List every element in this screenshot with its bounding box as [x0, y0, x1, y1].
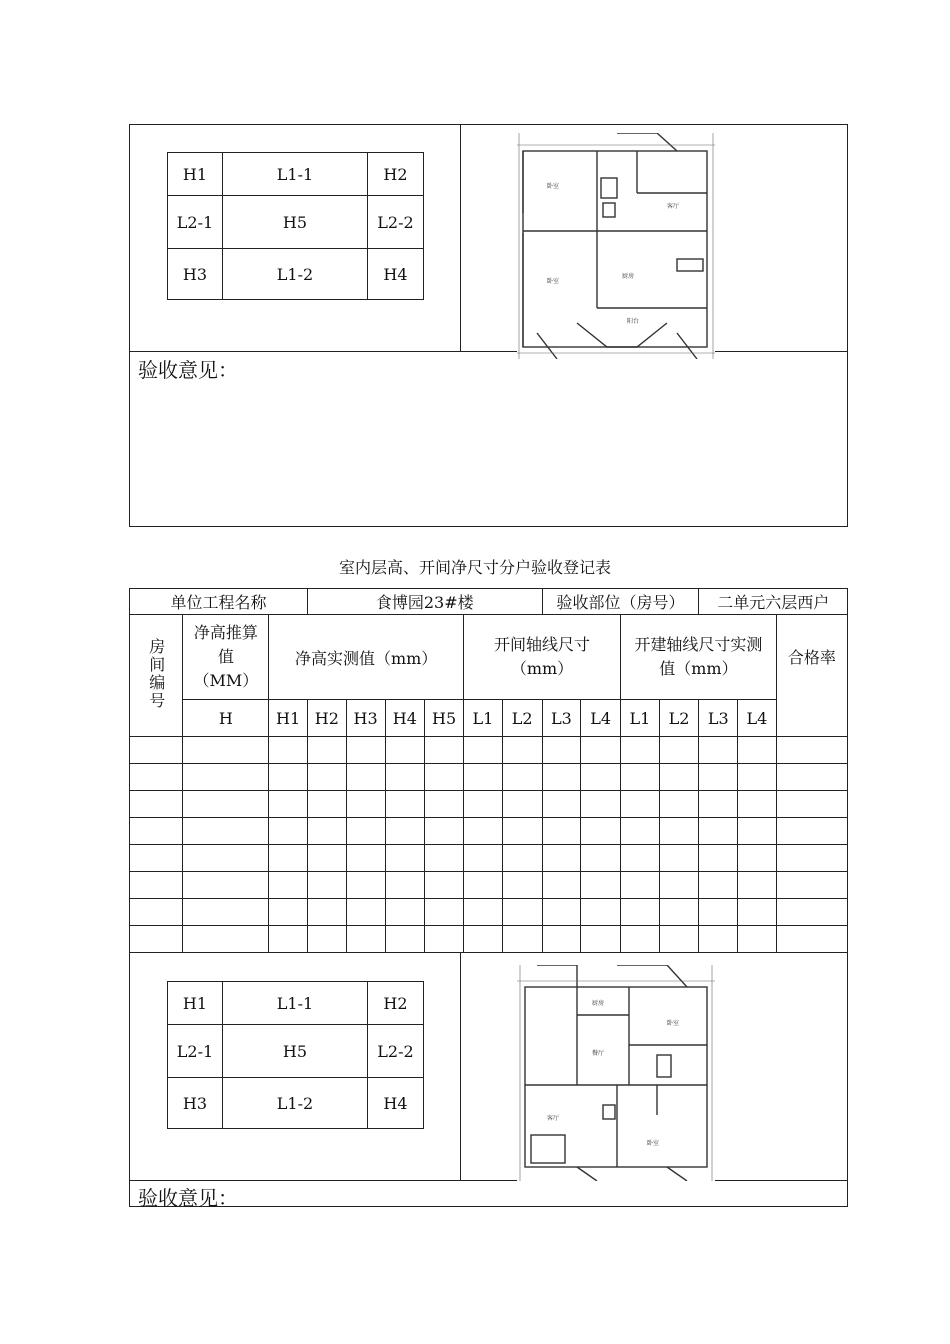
svg-text:餐厅: 餐厅: [592, 1050, 605, 1057]
input-cell[interactable]: [308, 737, 347, 764]
svg-text:卧室: 卧室: [647, 1140, 660, 1147]
input-cell[interactable]: [308, 899, 347, 926]
input-cell[interactable]: [621, 845, 660, 872]
input-cell[interactable]: [581, 926, 621, 953]
form-title: 室内层高、开间净尺寸分户验收登记表: [338, 558, 611, 577]
input-cell[interactable]: [425, 872, 464, 899]
input-cell[interactable]: [463, 872, 502, 899]
input-cell[interactable]: [463, 764, 502, 791]
input-cell[interactable]: [183, 899, 269, 926]
room-no-header: 房间编号: [130, 615, 183, 737]
build-axis-header: 开建轴线尺寸实测值（mm）: [621, 615, 777, 700]
grid-cell: L1-2: [223, 249, 368, 300]
input-cell[interactable]: [346, 764, 385, 791]
column-subheader: L2: [502, 700, 542, 737]
table-row: [130, 818, 848, 845]
input-cell[interactable]: [385, 737, 425, 764]
measured-height-header: 净高实测值（mm）: [269, 615, 464, 700]
table-row: [130, 764, 848, 791]
input-cell[interactable]: [776, 764, 847, 791]
input-cell[interactable]: [581, 818, 621, 845]
input-cell[interactable]: [269, 872, 308, 899]
input-cell[interactable]: [346, 737, 385, 764]
bottom-mini-grid: [167, 981, 424, 1129]
column-subheader: L2: [659, 700, 699, 737]
input-cell[interactable]: [502, 926, 542, 953]
input-cell[interactable]: [776, 845, 847, 872]
grid-cell: H1: [168, 982, 223, 1025]
grid-cell: H4: [368, 249, 424, 300]
input-cell[interactable]: [130, 818, 183, 845]
input-cell[interactable]: [308, 791, 347, 818]
column-subheader: L3: [542, 700, 581, 737]
table-row: [130, 926, 848, 953]
input-cell[interactable]: [346, 818, 385, 845]
input-cell[interactable]: [183, 764, 269, 791]
input-cell[interactable]: [581, 764, 621, 791]
input-cell[interactable]: [502, 845, 542, 872]
input-cell[interactable]: [130, 737, 183, 764]
svg-text:卧室: 卧室: [547, 183, 560, 190]
input-cell[interactable]: [269, 737, 308, 764]
column-subheader: H3: [346, 700, 385, 737]
input-cell[interactable]: [502, 791, 542, 818]
input-cell[interactable]: [738, 926, 777, 953]
input-cell[interactable]: [699, 926, 738, 953]
input-cell[interactable]: [659, 899, 699, 926]
input-cell[interactable]: [659, 872, 699, 899]
input-cell[interactable]: [346, 872, 385, 899]
svg-text:客厅: 客厅: [547, 1115, 560, 1122]
input-cell[interactable]: [659, 818, 699, 845]
table-row: [130, 791, 848, 818]
input-cell[interactable]: [385, 926, 425, 953]
input-cell[interactable]: [463, 791, 502, 818]
grid-cell: L2-2: [368, 196, 424, 249]
grid-cell: H5: [223, 1025, 368, 1078]
input-cell[interactable]: [385, 764, 425, 791]
svg-text:卧室: 卧室: [547, 278, 560, 285]
input-cell[interactable]: [542, 845, 581, 872]
column-subheader: L4: [738, 700, 777, 737]
input-cell[interactable]: [183, 737, 269, 764]
column-subheader: L4: [581, 700, 621, 737]
input-cell[interactable]: [346, 845, 385, 872]
grid-cell: L1-2: [223, 1078, 368, 1129]
opinion-label: 验收意见：: [138, 358, 238, 382]
input-cell[interactable]: [621, 764, 660, 791]
acceptance-table: [129, 588, 848, 953]
grid-cell: L2-2: [368, 1025, 424, 1078]
column-subheader: H5: [425, 700, 464, 737]
input-cell[interactable]: [699, 764, 738, 791]
column-subheader: L1: [621, 700, 660, 737]
svg-text:阳台: 阳台: [627, 318, 640, 325]
input-cell[interactable]: [738, 845, 777, 872]
input-cell[interactable]: [130, 872, 183, 899]
input-cell[interactable]: [130, 791, 183, 818]
grid-cell: H2: [368, 982, 424, 1025]
input-cell[interactable]: [542, 791, 581, 818]
input-cell[interactable]: [542, 872, 581, 899]
column-subheader: H2: [308, 700, 347, 737]
input-cell[interactable]: [738, 899, 777, 926]
table-row: [130, 872, 848, 899]
grid-cell: H3: [168, 249, 223, 300]
location-label: 验收部位（房号）: [542, 589, 699, 615]
column-subheader: H1: [269, 700, 308, 737]
input-cell[interactable]: [130, 845, 183, 872]
input-cell[interactable]: [385, 872, 425, 899]
input-cell[interactable]: [621, 818, 660, 845]
input-cell[interactable]: [385, 818, 425, 845]
input-cell[interactable]: [542, 926, 581, 953]
column-subheader: L3: [699, 700, 738, 737]
input-cell[interactable]: [738, 872, 777, 899]
pass-rate-header: 合格率: [776, 615, 847, 737]
input-cell[interactable]: [699, 818, 738, 845]
input-cell[interactable]: [502, 899, 542, 926]
input-cell[interactable]: [463, 818, 502, 845]
input-cell[interactable]: [463, 926, 502, 953]
input-cell[interactable]: [425, 791, 464, 818]
grid-cell: H2: [368, 153, 424, 196]
input-cell[interactable]: [621, 872, 660, 899]
bottom-divider-h: [129, 1180, 848, 1181]
input-cell[interactable]: [699, 845, 738, 872]
input-cell[interactable]: [738, 764, 777, 791]
floor-plan-image: [517, 965, 715, 1181]
input-cell[interactable]: [463, 737, 502, 764]
input-cell[interactable]: [621, 737, 660, 764]
input-cell[interactable]: [621, 926, 660, 953]
input-cell[interactable]: [659, 845, 699, 872]
input-cell[interactable]: [776, 899, 847, 926]
input-cell[interactable]: [308, 872, 347, 899]
input-cell[interactable]: [542, 899, 581, 926]
input-cell[interactable]: [385, 791, 425, 818]
grid-cell: H5: [223, 196, 368, 249]
input-cell[interactable]: [385, 845, 425, 872]
column-subheader: H: [183, 700, 269, 737]
svg-text:厨房: 厨房: [622, 273, 635, 280]
input-cell[interactable]: [502, 872, 542, 899]
location-value: 二单元六层西户: [699, 589, 848, 615]
project-name-label: 单位工程名称: [130, 589, 308, 615]
input-cell[interactable]: [308, 845, 347, 872]
input-cell[interactable]: [699, 737, 738, 764]
input-cell[interactable]: [659, 764, 699, 791]
input-cell[interactable]: [581, 845, 621, 872]
input-cell[interactable]: [425, 845, 464, 872]
grid-cell: H3: [168, 1078, 223, 1129]
input-cell[interactable]: [502, 737, 542, 764]
input-cell[interactable]: [621, 791, 660, 818]
input-cell[interactable]: [425, 926, 464, 953]
input-cell[interactable]: [183, 818, 269, 845]
svg-text:厨房: 厨房: [592, 1000, 605, 1007]
input-cell[interactable]: [130, 926, 183, 953]
input-cell[interactable]: [425, 764, 464, 791]
input-cell[interactable]: [425, 899, 464, 926]
input-cell[interactable]: [776, 872, 847, 899]
input-cell[interactable]: [699, 899, 738, 926]
input-cell[interactable]: [621, 899, 660, 926]
column-subheader: H4: [385, 700, 425, 737]
input-cell[interactable]: [346, 899, 385, 926]
input-cell[interactable]: [130, 899, 183, 926]
input-cell[interactable]: [183, 845, 269, 872]
input-cell[interactable]: [699, 791, 738, 818]
input-cell[interactable]: [183, 926, 269, 953]
project-name-value: 食博园23#楼: [308, 589, 543, 615]
column-subheader: L1: [463, 700, 502, 737]
input-cell[interactable]: [346, 926, 385, 953]
bottom-divider-v: [460, 953, 461, 1180]
input-cell[interactable]: [776, 926, 847, 953]
grid-cell: L1-1: [223, 982, 368, 1025]
input-cell[interactable]: [463, 899, 502, 926]
input-cell[interactable]: [425, 818, 464, 845]
input-cell[interactable]: [308, 926, 347, 953]
input-cell[interactable]: [346, 791, 385, 818]
input-cell[interactable]: [269, 926, 308, 953]
grid-cell: H4: [368, 1078, 424, 1129]
floor-plan-image: [517, 133, 715, 359]
axis-size-header: 开间轴线尺寸（mm）: [463, 615, 620, 700]
table-row: [130, 899, 848, 926]
input-cell[interactable]: [269, 791, 308, 818]
input-cell[interactable]: [425, 737, 464, 764]
top-mini-grid: [167, 152, 424, 300]
input-cell[interactable]: [269, 764, 308, 791]
input-cell[interactable]: [463, 845, 502, 872]
opinion-label: 验收意见：: [138, 1186, 238, 1210]
input-cell[interactable]: [776, 737, 847, 764]
calc-height-header: 净高推算值（MM）: [183, 615, 269, 700]
input-cell[interactable]: [542, 737, 581, 764]
input-cell[interactable]: [269, 899, 308, 926]
grid-cell: H1: [168, 153, 223, 196]
top-divider-h: [129, 351, 848, 352]
input-cell[interactable]: [542, 818, 581, 845]
input-cell[interactable]: [130, 764, 183, 791]
input-cell[interactable]: [385, 899, 425, 926]
svg-text:卧室: 卧室: [667, 1020, 680, 1027]
table-row: [130, 845, 848, 872]
input-cell[interactable]: [183, 791, 269, 818]
top-divider-v: [460, 124, 461, 351]
input-cell[interactable]: [581, 791, 621, 818]
input-cell[interactable]: [502, 818, 542, 845]
input-cell[interactable]: [776, 818, 847, 845]
input-cell[interactable]: [699, 872, 738, 899]
input-cell[interactable]: [738, 791, 777, 818]
input-cell[interactable]: [659, 926, 699, 953]
input-cell[interactable]: [738, 737, 777, 764]
svg-text:客厅: 客厅: [667, 203, 680, 210]
input-cell[interactable]: [738, 818, 777, 845]
input-cell[interactable]: [581, 899, 621, 926]
input-cell[interactable]: [269, 845, 308, 872]
input-cell[interactable]: [776, 791, 847, 818]
input-cell[interactable]: [308, 764, 347, 791]
input-cell[interactable]: [269, 818, 308, 845]
input-cell[interactable]: [581, 737, 621, 764]
input-cell[interactable]: [308, 818, 347, 845]
grid-cell: L2-1: [168, 1025, 223, 1078]
input-cell[interactable]: [659, 737, 699, 764]
grid-cell: L2-1: [168, 196, 223, 249]
input-cell[interactable]: [542, 764, 581, 791]
table-row: [130, 737, 848, 764]
grid-cell: L1-1: [223, 153, 368, 196]
input-cell[interactable]: [183, 872, 269, 899]
input-cell[interactable]: [581, 872, 621, 899]
input-cell[interactable]: [502, 764, 542, 791]
input-cell[interactable]: [659, 791, 699, 818]
